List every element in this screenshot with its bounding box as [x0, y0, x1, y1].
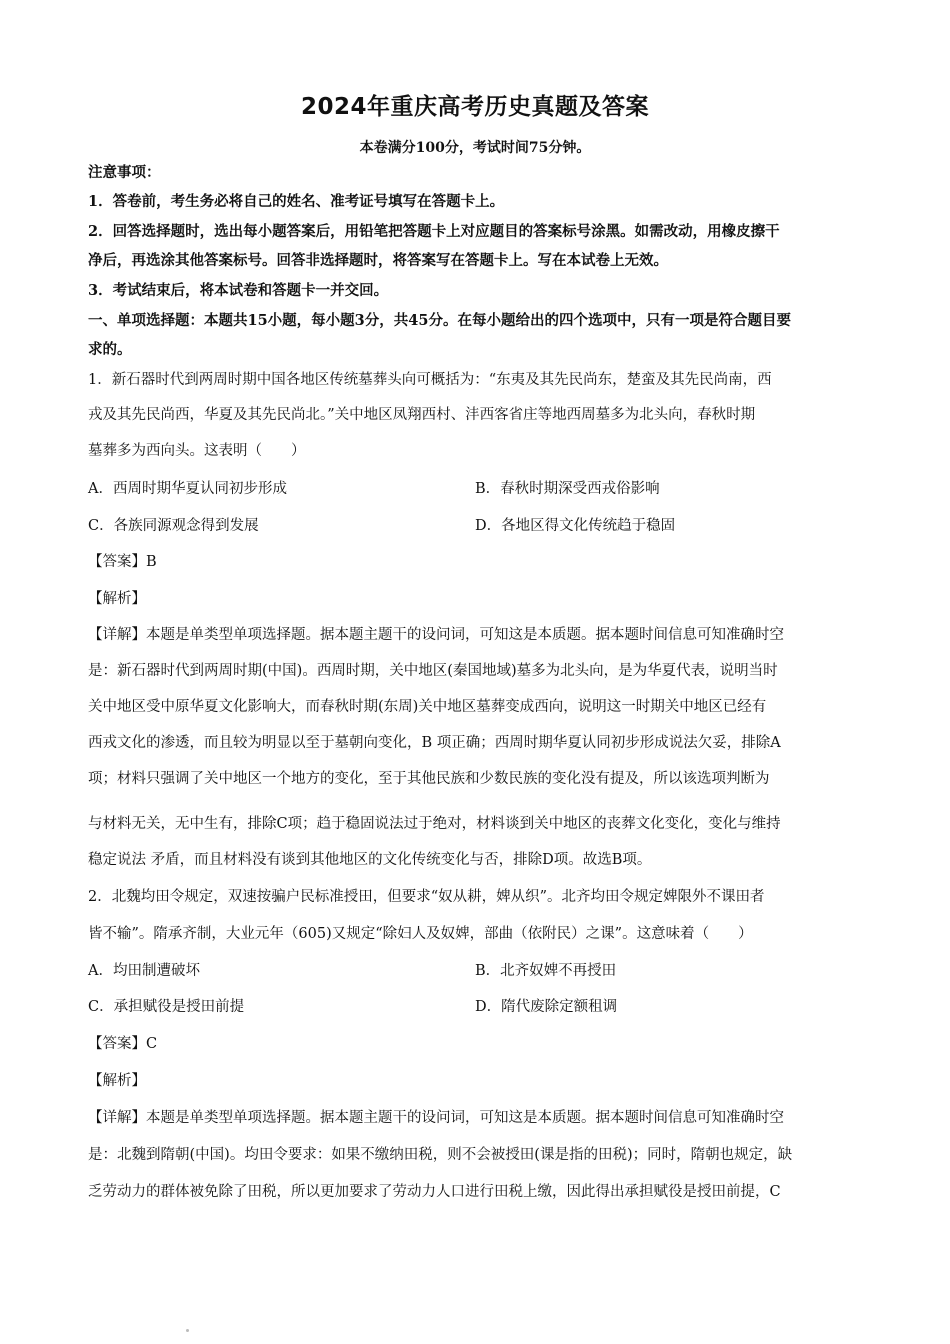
exam-info: 本卷满分100分，考试时间75分钟。 [359, 140, 591, 156]
question-1-detail: 关中地区受中原华夏文化影响大，而春秋时期(东周)关中地区墓葬变成西向，说明这一时期关中地区已经有 [88, 699, 767, 715]
question-2-option-d: D．隋代废除定额租调 [475, 999, 618, 1015]
question-1-detail: 稳定说法 矛盾，而且材料没有谈到其他地区的文化传统变化与否，排除D项。故选B项。 [88, 852, 652, 868]
question-1-option-c: C．各族同源观念得到发展 [88, 518, 259, 534]
question-1-detail: 是：新石器时代到两周时期(中国)。西周时期，关中地区(秦国地域)墓多为北头向，是为华夏代表，说明当时 [88, 663, 778, 679]
question-2-answer: 【答案】C [88, 1036, 158, 1052]
notes-line: 1．答卷前，考生务必将自己的姓名、准考证号填写在答题卡上。 [88, 193, 505, 210]
question-1-stem: 墓葬多为西向头。这表明（ ） [88, 443, 306, 459]
question-1-stem: 1．新石器时代到两周时期中国各地区传统墓葬头向可概括为：“东夷及其先民尚东，楚蛮及其先民尚南，西 [88, 372, 772, 388]
question-2-option-a: A．均田制遭破坏 [88, 963, 200, 979]
question-2-analysis-label: 【解析】 [88, 1073, 146, 1089]
question-1-option-d: D．各地区得文化传统趋于稳固 [475, 518, 676, 534]
notes-line: 2．回答选择题时，选出每小题答案后，用铅笔把答题卡上对应题目的答案标号涂黑。如需改动，用橡皮擦干 [88, 223, 780, 240]
question-1-stem: 戎及其先民尚西，华夏及其先民尚北。”关中地区凤翔西村、沣西客省庄等地西周墓多为北头向，春秋时期 [88, 407, 756, 423]
section-heading: 求的。 [88, 341, 132, 358]
question-1-option-b: B．春秋时期深受西戎俗影响 [475, 481, 660, 497]
question-1-detail: 西戎文化的渗透，而且较为明显以至于墓朝向变化，B 项正确；西周时期华夏认同初步形成说法欠妥，排除A [88, 735, 781, 751]
question-2-detail: 【详解】本题是单类型单项选择题。据本题主题干的设问词，可知这是本质题。据本题时间信息可知准确时空 [88, 1110, 784, 1126]
question-2-stem: 皆不输”。隋承齐制，大业元年（605)又规定“除妇人及奴婢，部曲（依附民）之课”。这意味着（ ） [88, 926, 753, 942]
question-1-detail: 【详解】本题是单类型单项选择题。据本题主题干的设问词，可知这是本质题。据本题时间信息可知准确时空 [88, 627, 784, 643]
question-1-detail: 与材料无关，无中生有，排除C项；趋于稳固说法过于绝对，材料谈到关中地区的丧葬文化变化，变化与维持 [88, 816, 781, 832]
question-1-analysis-label: 【解析】 [88, 591, 146, 607]
question-1-detail: 项；材料只强调了关中地区一个地方的变化，至于其他民族和少数民族的变化没有提及，所以该选项判断为 [88, 771, 770, 787]
notes-heading: 注意事项： [88, 164, 161, 181]
notes-line: 3．考试结束后，将本试卷和答题卡一并交回。 [88, 282, 389, 299]
question-1-answer: 【答案】B [88, 554, 157, 570]
page-title: 2024年重庆高考历史真题及答案 [300, 94, 649, 120]
question-2-detail: 是：北魏到隋朝(中国)。均田令要求：如果不缴纳田税，则不会被授田(课是指的田税)；同时，隋朝也规定，缺 [88, 1147, 793, 1163]
section-heading: 一、单项选择题：本题共15小题，每小题3分，共45分。在每小题给出的四个选项中，只有一项是符合题目要 [88, 312, 791, 329]
question-2-option-b: B．北齐奴婢不再授田 [475, 963, 617, 979]
question-2-detail: 乏劳动力的群体被免除了田税，所以更加要求了劳动力人口进行田税上缴，因此得出承担赋役是授田前提，C [88, 1184, 781, 1200]
question-1-option-a: A．西周时期华夏认同初步形成 [88, 481, 287, 497]
question-2-stem: 2．北魏均田令规定，双速按骗户民标准授田，但要求“奴从耕，婢从织”。北齐均田令规定婢限外不课田者 [88, 889, 765, 905]
notes-line: 净后，再选涂其他答案标号。回答非选择题时，将答案写在答题卡上。写在本试卷上无效。 [88, 252, 668, 269]
question-2-option-c: C．承担赋役是授田前提 [88, 999, 245, 1015]
page-marker-dot [186, 1329, 189, 1332]
